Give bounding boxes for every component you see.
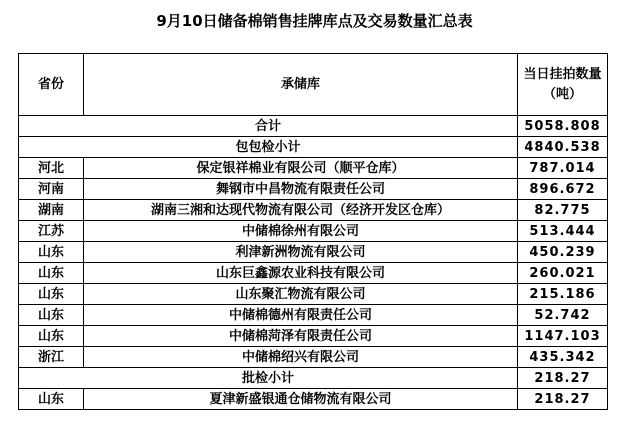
header-quantity <box>518 54 608 116</box>
province-cell: 山东 <box>19 242 84 263</box>
warehouse-cell: 湖南三湘和达现代物流有限公司（经济开发区仓库） <box>84 200 518 221</box>
quantity-cell: 82.775 <box>518 200 608 221</box>
province-cell: 山东 <box>19 389 84 410</box>
warehouse-cell: 山东聚汇物流有限公司 <box>84 284 518 305</box>
warehouse-cell: 夏津新盛银通仓储物流有限公司 <box>84 389 518 410</box>
warehouse-cell: 中储棉绍兴有限公司 <box>84 347 518 368</box>
province-cell: 河南 <box>19 179 84 200</box>
table-row <box>19 200 608 221</box>
table-row <box>19 347 608 368</box>
quantity-cell: 215.186 <box>518 284 608 305</box>
province-cell: 河北 <box>19 158 84 179</box>
warehouse-cell: 舞钢市中昌物流有限责任公司 <box>84 179 518 200</box>
table-row <box>19 389 608 410</box>
quantity-cell: 513.444 <box>518 221 608 242</box>
batch-subtotal-label: 批检小计 <box>19 368 518 389</box>
table-row <box>19 263 608 284</box>
table-row <box>19 221 608 242</box>
province-cell: 山东 <box>19 263 84 284</box>
table-row <box>19 158 608 179</box>
table-header-row <box>19 54 608 116</box>
province-cell: 山东 <box>19 326 84 347</box>
quantity-cell: 260.021 <box>518 263 608 284</box>
province-cell: 浙江 <box>19 347 84 368</box>
warehouse-cell: 山东巨鑫源农业科技有限公司 <box>84 263 518 284</box>
header-quantity-line1: 当日挂拍数量 <box>523 66 602 82</box>
total-label: 合计 <box>19 116 518 137</box>
page-title: 9月10日储备棉销售挂牌库点及交易数量汇总表 <box>156 12 473 30</box>
warehouse-cell: 利津新洲物流有限公司 <box>84 242 518 263</box>
table-row <box>19 179 608 200</box>
total-row <box>19 116 608 137</box>
batch-subtotal-quantity: 218.27 <box>518 368 608 389</box>
header-quantity-line2: （吨） <box>542 86 582 102</box>
quantity-cell: 1147.103 <box>518 326 608 347</box>
warehouse-cell: 中储棉徐州有限公司 <box>84 221 518 242</box>
total-quantity: 5058.808 <box>518 116 608 137</box>
province-cell: 山东 <box>19 305 84 326</box>
quantity-cell: 435.342 <box>518 347 608 368</box>
batch-subtotal-row <box>19 368 608 389</box>
package-subtotal-quantity: 4840.538 <box>518 137 608 158</box>
package-subtotal-row <box>19 137 608 158</box>
warehouse-cell: 保定银祥棉业有限公司（顺平仓库） <box>84 158 518 179</box>
summary-table <box>18 53 608 410</box>
province-cell: 山东 <box>19 284 84 305</box>
table-row <box>19 284 608 305</box>
header-province: 省份 <box>19 54 84 116</box>
table-row <box>19 242 608 263</box>
quantity-cell: 52.742 <box>518 305 608 326</box>
quantity-cell: 787.014 <box>518 158 608 179</box>
province-cell: 湖南 <box>19 200 84 221</box>
package-subtotal-label: 包包检小计 <box>19 137 518 158</box>
province-cell: 江苏 <box>19 221 84 242</box>
table-row <box>19 305 608 326</box>
quantity-cell: 450.239 <box>518 242 608 263</box>
quantity-cell: 218.27 <box>518 389 608 410</box>
header-warehouse: 承储库 <box>84 54 518 116</box>
quantity-cell: 896.672 <box>518 179 608 200</box>
warehouse-cell: 中储棉德州有限责任公司 <box>84 305 518 326</box>
warehouse-cell: 中储棉菏泽有限责任公司 <box>84 326 518 347</box>
table-row <box>19 326 608 347</box>
